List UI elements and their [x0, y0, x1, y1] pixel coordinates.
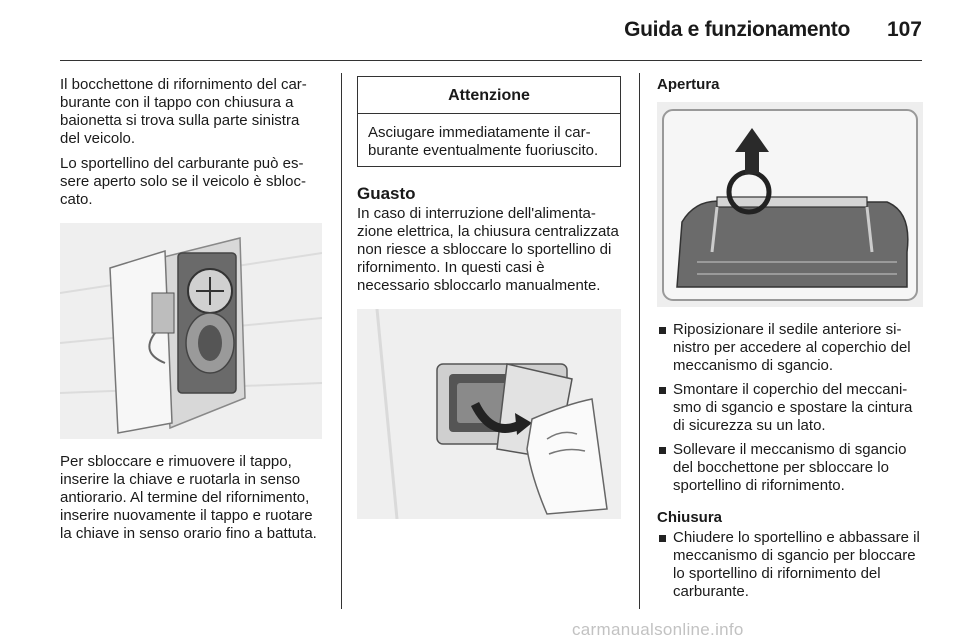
illustration-fuel-door-open — [60, 223, 322, 439]
paragraph-fuel-door-unlock: Lo sportellino del carburante può essere aperto solo se il veicolo è sbloccato. — [60, 155, 306, 208]
attention-box — [357, 76, 621, 167]
column-1 — [60, 76, 322, 550]
column-divider-2 — [639, 73, 640, 609]
column-divider-1 — [341, 73, 342, 609]
list-item: Smontare il coperchio del meccanismo di sgancio e spostare la cintura di sicurezza su un lato. — [657, 381, 923, 435]
attention-text: Asciugare immediatamente il carburante eventualmente fuoriuscito. — [368, 124, 599, 159]
section-title-chiusura: Chiusura — [657, 509, 723, 526]
attention-title: Attenzione — [358, 77, 620, 114]
page-number: 107 — [886, 18, 922, 41]
apertura-steps-list — [657, 321, 923, 495]
list-item: Sollevare il meccanismo di sgancio del bocchettone per sbloccare lo sportellino di rifornimento. — [657, 441, 923, 495]
illustration-manual-release — [357, 309, 621, 519]
section-title-apertura: Apertura — [657, 76, 720, 93]
list-item: Chiudere lo sportellino e abbassare il meccanismo di sgancio per bloccare lo sportellino di rifornimento del carburante. — [657, 529, 923, 601]
illustration-release-mechanism — [657, 102, 923, 307]
paragraph-guasto: In caso di interruzione dell'alimentazione elettrica, la chiusura centralizzata non riesce a sbloccare lo sportellino di rifornimento. In questi casi è necessario sbloccarlo manualmente. — [357, 205, 619, 294]
watermark-text: carmanualsonline.info — [572, 620, 744, 639]
column-3 — [657, 76, 923, 615]
page-title: Guida e funzionamento — [624, 18, 850, 41]
paragraph-cap-removal: Per sbloccare e rimuovere il tappo, inserire la chiave e ruotarla in senso antiorario. Al termine del rifornimento, inserire nuovamente il tappo e ruotare la chiave in senso orario fino a battuta. — [60, 453, 317, 542]
header-rule — [60, 60, 922, 61]
section-title-guasto: Guasto — [357, 184, 416, 203]
column-2 — [357, 76, 621, 519]
chiusura-steps-list — [657, 529, 923, 601]
paragraph-fuel-filler-location: Il bocchettone di rifornimento del carburante con il tappo con chiusura a baionetta si trova sulla parte sinistra del veicolo. — [60, 76, 307, 147]
list-item: Riposizionare il sedile anteriore sinistro per accedere al coperchio del meccanismo di sgancio. — [657, 321, 923, 375]
